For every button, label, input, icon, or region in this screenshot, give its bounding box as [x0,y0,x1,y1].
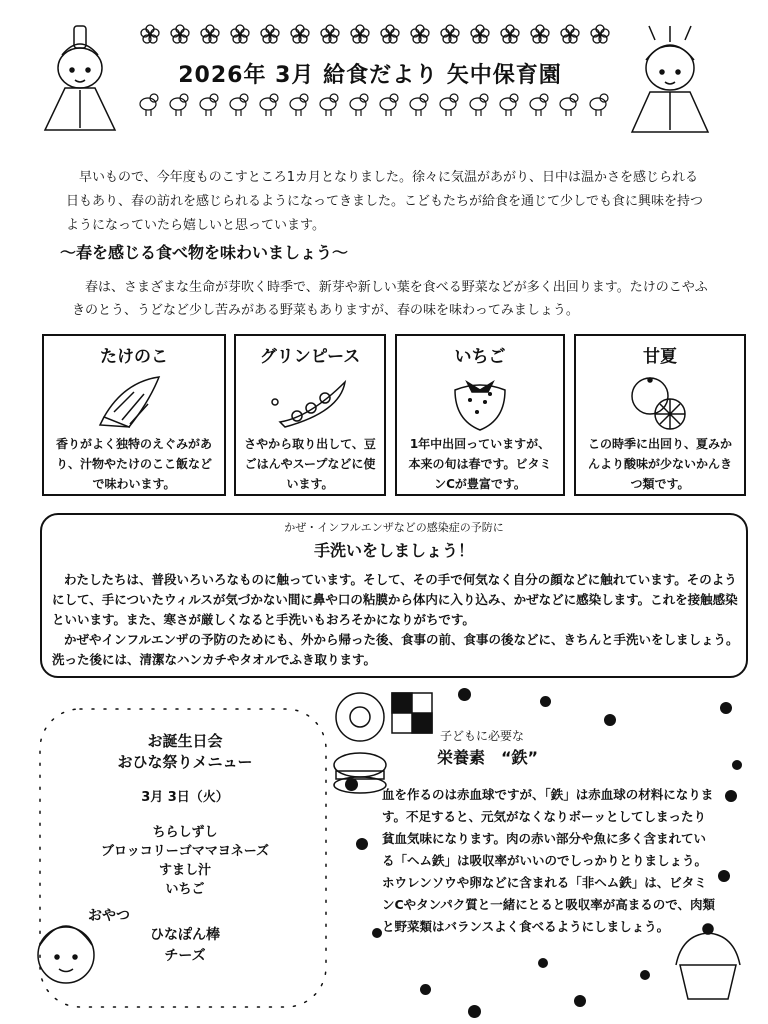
chick-icon [500,94,518,116]
food-card-amanatsu [574,334,746,496]
food-name: グリンピース [259,347,361,367]
chick-icon [260,94,278,116]
handwash-paragraph-2: かぜやインフルエンザの予防のためにも、外から帰った後、食事の前、食事の後などに、きちんと手洗いをしましょう。洗った後には、清潔なハンカチやタオルでふき取ります。 [52,632,739,667]
chick-icon [530,94,548,116]
food-desc: この時季に出回り、夏みかんより酸味が少ないかんきつ類です。 [587,437,732,491]
food-name: 甘夏 [643,347,677,367]
menu-title-2: おひな祭りメニュー [117,753,253,771]
chick-icon [140,94,158,116]
food-desc: 1年中出回っていますが、本来の旬は春です。ビタミンCが豊富です。 [408,437,552,491]
chick-icon [230,94,248,116]
checker-cookie-icon [392,693,432,733]
menu-item: すまし汁 [158,863,211,878]
snack-label: おやつ [88,908,130,924]
chick-icon [440,94,458,116]
snack-item: ひなぽん棒 [150,927,220,943]
chick-icon [380,94,398,116]
food-card-greenpeas [234,334,386,496]
chick-icon [200,94,218,116]
iron-title: 栄養素 “鉄” [437,748,539,767]
chick-icon [590,94,608,116]
page-title: 2026年 3月 給食だより 矢中保育園 [178,63,562,88]
iron-subtitle: 子どもに必要な [440,729,525,743]
spring-heading: ～春を感じる食べ物を味わいましょう～ [60,243,349,262]
spring-paragraph: 春は、さまざまな生命が芽吹く時季で、新芽や新しい葉を食べる野菜などが多く出回ります。たけのこやふきのとう、うどなど少し苦みがある野菜もありますが、春の味を味わってみましょう。 [72,280,708,318]
flower-row-icon [141,25,609,43]
snack-item: チーズ [164,948,206,964]
macaron-icon [334,753,386,793]
chick-icon [320,94,338,116]
chick-icon [560,94,578,116]
ohinasama-doll-icon [45,26,115,130]
menu-date: 3月 3日（火） [141,790,229,805]
menu-block [60,730,310,967]
chick-icon [350,94,368,116]
donut-icon [336,693,384,741]
food-name: たけのこ [100,347,168,367]
food-card-takenoko [42,334,226,496]
food-desc: 香りがよく独特のえぐみがあり、汁物やたけのここ飯などで味わいます。 [55,437,212,491]
menu-item: いちご [165,882,205,897]
food-name: いちご [454,347,506,367]
chick-icon [470,94,488,116]
chick-icon [410,94,428,116]
handwash-subtitle: かぜ・インフルエンザなどの感染症の予防に [284,521,504,534]
strawberry-icon [445,372,515,432]
bamboo-shoot-icon [94,372,174,432]
chick-icon [170,94,188,116]
hina-doll-icon [632,26,708,132]
handwash-title: 手洗いをしましょう！ [313,541,474,560]
food-desc: さやから取り出して、豆ごはんやスープなどに使います。 [244,437,376,491]
menu-title-1: お誕生日会 [147,732,223,750]
chick-icon [290,94,308,116]
citrus-icon [625,372,695,432]
pea-pod-icon [265,372,355,432]
handwash-paragraph-1: わたしたちは、普段いろいろなものに触っています。そして、その手で何気なく自分の顔などに触れています。そのようにして、手についたウィルスが気づかない間に鼻や口の粘膜から体内に入り込み、かぜなどに感染します。これを接触感染といいます。また、寒さが厳しくなると手洗いもおろそかになりがちです。 [52,572,738,627]
menu-item: ちらしずし [152,825,218,840]
handwash-body [52,570,742,670]
iron-body: 血を作るのは赤血球ですが、「鉄」は赤血球の材料になります。不足すると、元気がなくなりボーッとしてしまったり貧血気味になります。肉の赤い部分や魚に多く含まれている「ヘム鉄」は吸収率がいいのでしっかりとりましょう。ホウレンソウや卵などに含まれる「非ヘム鉄」は、ビタミンCやタンパク質と一緒にとると吸収率が高まるので、肉類と野菜類はバランスよく食べるようにしましょう。 [382,787,716,934]
menu-item: ブロッコリーゴママヨネーズ [100,844,270,859]
intro-paragraph: 早いもので、今年度ものこすところ1カ月となりました。徐々に気温があがり、日中は温かさを感じられる日もあり、春の訪れを感じられるようになってきました。こどもたちが給食を通じて少しでも食に興味を持つようになっていたら嬉しいと思っています。 [66,170,704,233]
chick-row-icon [140,94,608,116]
food-card-strawberry [395,334,565,496]
